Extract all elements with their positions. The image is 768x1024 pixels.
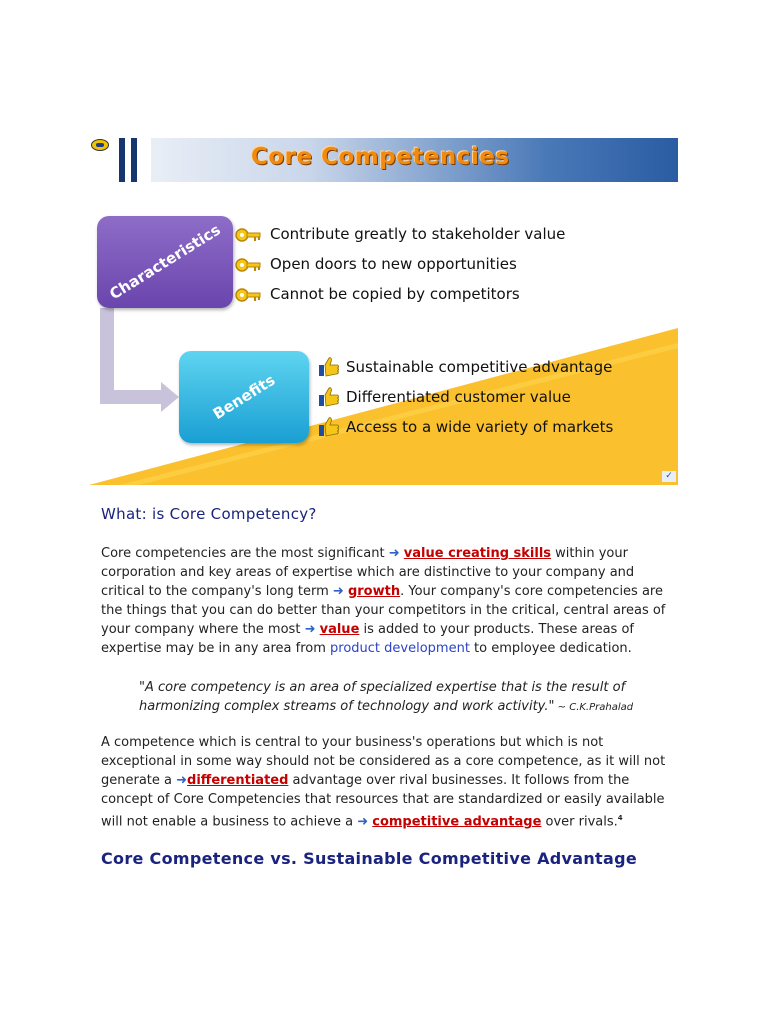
paragraph [101,544,681,658]
blockquote [101,678,681,717]
link-value-creating-skills[interactable]: value creating skills [403,546,552,561]
text: advantage over rival businesses. It follows from the concept of Core Competencies that resources that are standardized or easily available will not enable a business to achieve a [101,773,665,830]
quote-text: "A core competency is an area of specialized expertise that is the result of harmonizing complex streams of technology and work activity." [139,680,626,714]
link-competitive-advantage[interactable]: competitive advantage [372,814,542,830]
link-product-development[interactable]: product development [330,641,470,656]
thumbs-up-icon [318,416,340,438]
core-competencies-slide [89,138,678,485]
arrow-icon: ➜ [176,773,188,788]
text: Core competencies are the most significant [101,546,389,561]
key-icon [234,224,262,246]
logo-icon [91,139,109,151]
paragraph [101,733,681,831]
arrow-icon: ➜ [304,622,316,637]
text: is added to your products. These areas of expertise may be in any area from [101,622,634,656]
text: over rivals. [541,814,618,830]
text: to employee dedication. [469,641,632,656]
text: within your corporation and key areas of expertise which are distinctive to your company and critical to the company's long term [101,546,635,599]
link-growth[interactable]: growth [347,584,401,599]
benefits-box [179,351,309,443]
arrow-icon: ➜ [357,814,369,830]
flow-arrow [100,308,179,412]
characteristic-item: Contribute greatly to stakeholder value [270,225,566,243]
characteristics-box [97,216,233,308]
thumbs-up-icon [318,386,340,408]
link-differentiated[interactable]: differentiated [187,773,289,788]
link-value[interactable]: value [319,622,360,637]
key-icon [234,284,262,306]
slide-title: Core Competencies [251,144,510,170]
text: A competence which is central to your business's operations but which is not exceptional in some way should not be considered as a core competence, as it will not generate a [101,735,666,788]
characteristics-label: Characteristics [106,220,224,304]
quote-attribution: ~ C.K.Prahalad [554,702,634,713]
corner-logo-icon: ✓ [662,471,676,482]
characteristic-item: Open doors to new opportunities [270,255,517,273]
section-heading: What: is Core Competency? [101,505,317,523]
yellow-band [89,328,678,485]
arrow-icon: ➜ [332,584,344,599]
section-heading: Core Competence vs. Sustainable Competitive Advantage [101,849,638,869]
thumbs-up-icon [318,356,340,378]
benefits-label: Benefits [209,370,279,424]
footnote-marker[interactable]: 4 [617,814,623,822]
article [101,500,681,868]
characteristic-item: Cannot be copied by competitors [270,285,520,303]
key-icon [234,254,262,276]
benefit-item: Differentiated customer value [346,388,571,406]
benefit-item: Access to a wide variety of markets [346,418,614,436]
arrow-icon: ➜ [388,546,400,561]
text: . Your company's core competencies are the things that you can do better than your competitors in the critical, central areas of your company where the most [101,584,666,637]
benefit-item: Sustainable competitive advantage [346,358,613,376]
